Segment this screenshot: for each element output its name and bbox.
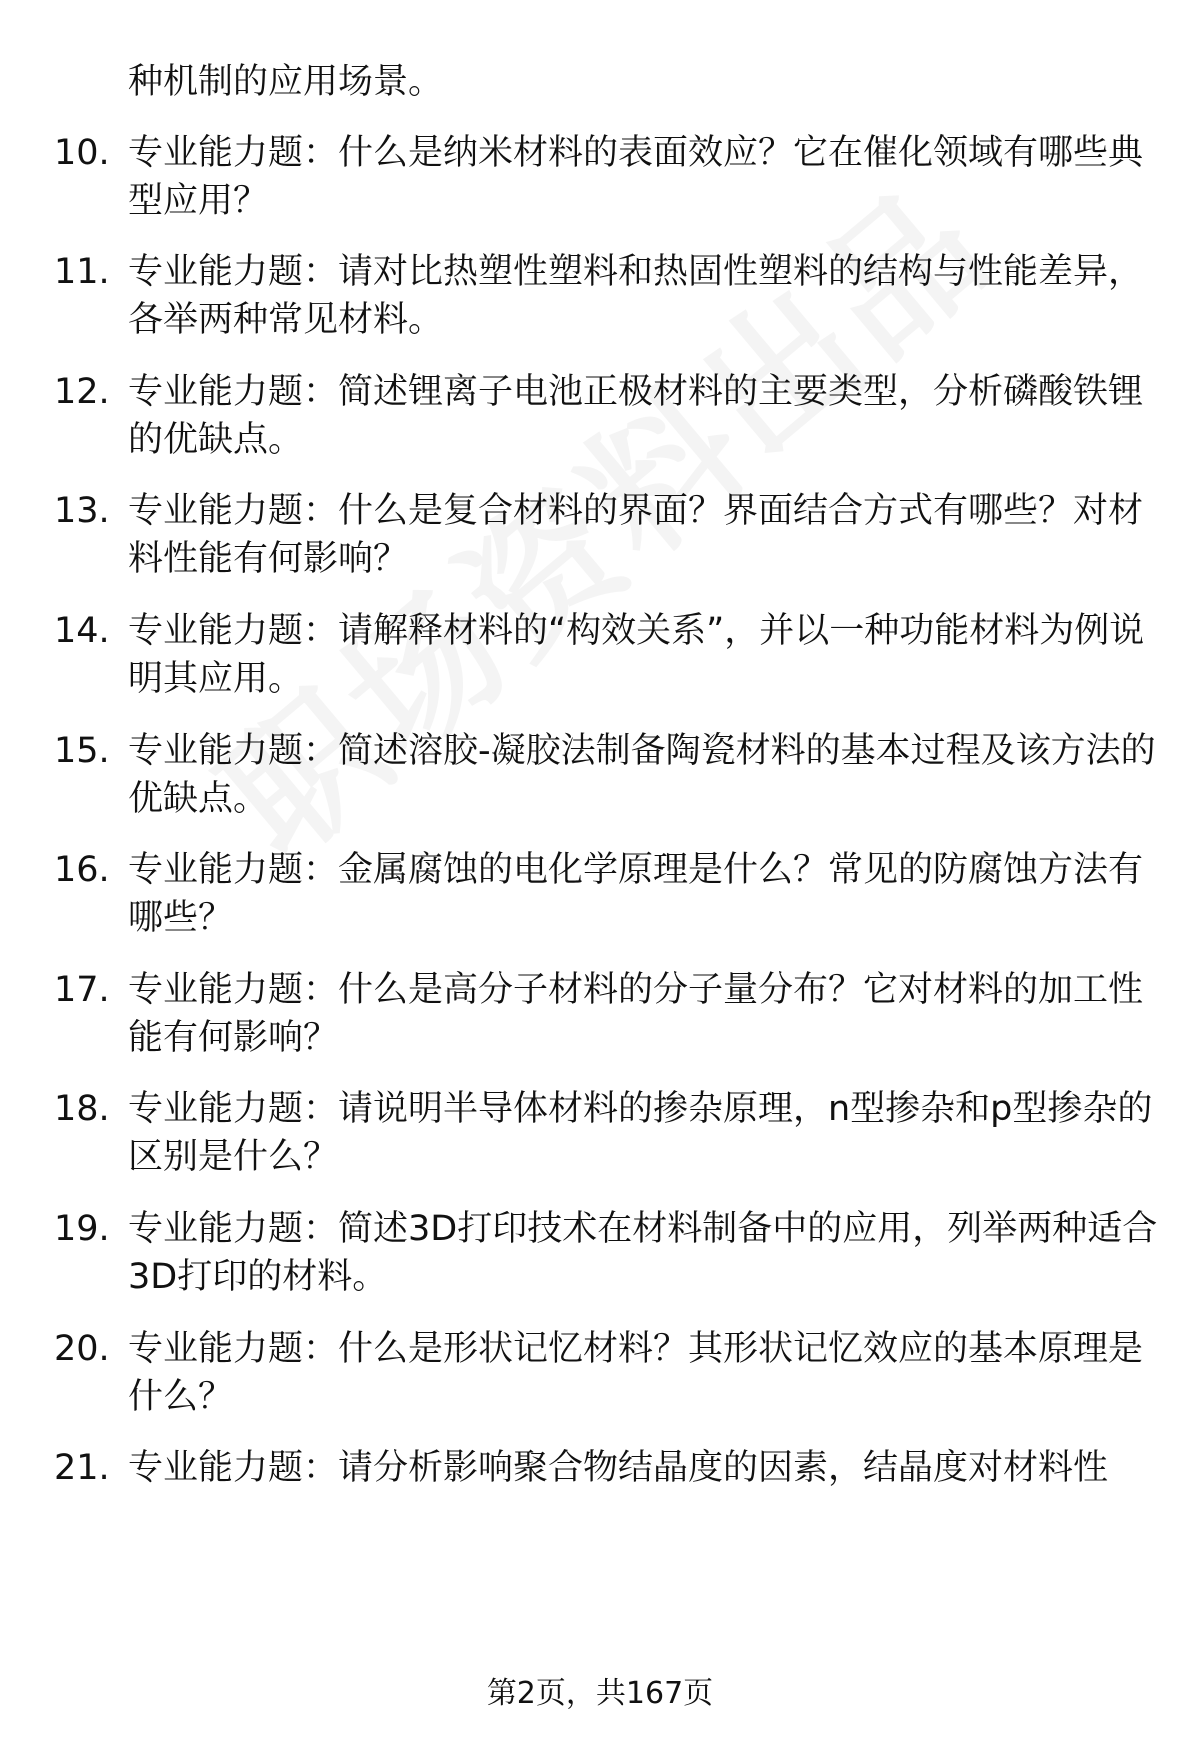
question-text: 专业能力题：请对比热塑性塑料和热固性塑料的结构与性能差异，各举两种常见材料。 — [128, 252, 1144, 340]
question-number: 15. — [54, 731, 110, 771]
question-text: 专业能力题：什么是高分子材料的分子量分布？它对材料的加工性能有何影响？ — [128, 970, 1144, 1058]
question-item — [54, 1085, 1164, 1181]
question-text: 专业能力题：简述3D打印技术在材料制备中的应用，列举两种适合3D打印的材料。 — [128, 1209, 1158, 1297]
question-item — [54, 487, 1164, 583]
question-item — [54, 1325, 1164, 1421]
question-number: 11. — [54, 252, 110, 292]
question-number: 21. — [54, 1448, 110, 1488]
question-text: 专业能力题：请分析影响聚合物结晶度的因素，结晶度对材料性 — [128, 1448, 1109, 1488]
question-text: 专业能力题：什么是复合材料的界面？界面结合方式有哪些？对材料性能有何影响？ — [128, 491, 1144, 579]
question-number: 19. — [54, 1209, 110, 1249]
question-number: 17. — [54, 970, 110, 1010]
question-number: 16. — [54, 850, 110, 890]
question-text: 专业能力题：什么是纳米材料的表面效应？它在催化领域有哪些典型应用？ — [128, 133, 1144, 221]
question-item — [54, 368, 1164, 464]
question-item — [54, 1205, 1164, 1301]
page-footer: 第2页，共167页 — [486, 1676, 714, 1711]
question-item — [54, 129, 1164, 225]
question-item — [54, 966, 1164, 1062]
question-text: 专业能力题：什么是形状记忆材料？其形状记忆效应的基本原理是什么？ — [128, 1329, 1144, 1417]
question-text: 专业能力题：简述溶胶-凝胶法制备陶瓷材料的基本过程及该方法的优缺点。 — [128, 731, 1156, 819]
question-number: 10. — [54, 133, 110, 173]
question-text: 专业能力题：简述锂离子电池正极材料的主要类型，分析磷酸铁锂的优缺点。 — [128, 372, 1144, 460]
question-text: 专业能力题：请解释材料的“构效关系”，并以一种功能材料为例说明其应用。 — [128, 611, 1145, 699]
question-item — [54, 846, 1164, 942]
question-number: 14. — [54, 611, 110, 651]
question-item — [54, 1444, 1164, 1492]
question-number: 18. — [54, 1089, 110, 1129]
question-item — [54, 248, 1164, 344]
question-text: 专业能力题：请说明半导体材料的掺杂原理，n型掺杂和p型掺杂的区别是什么？ — [128, 1089, 1153, 1177]
continuation-text: 种机制的应用场景。 — [128, 62, 444, 102]
question-number: 12. — [54, 372, 110, 412]
question-number: 20. — [54, 1329, 110, 1369]
question-text: 专业能力题：金属腐蚀的电化学原理是什么？常见的防腐蚀方法有哪些？ — [128, 850, 1144, 938]
question-item — [54, 607, 1164, 703]
question-number: 13. — [54, 491, 110, 531]
question-item — [54, 727, 1164, 823]
